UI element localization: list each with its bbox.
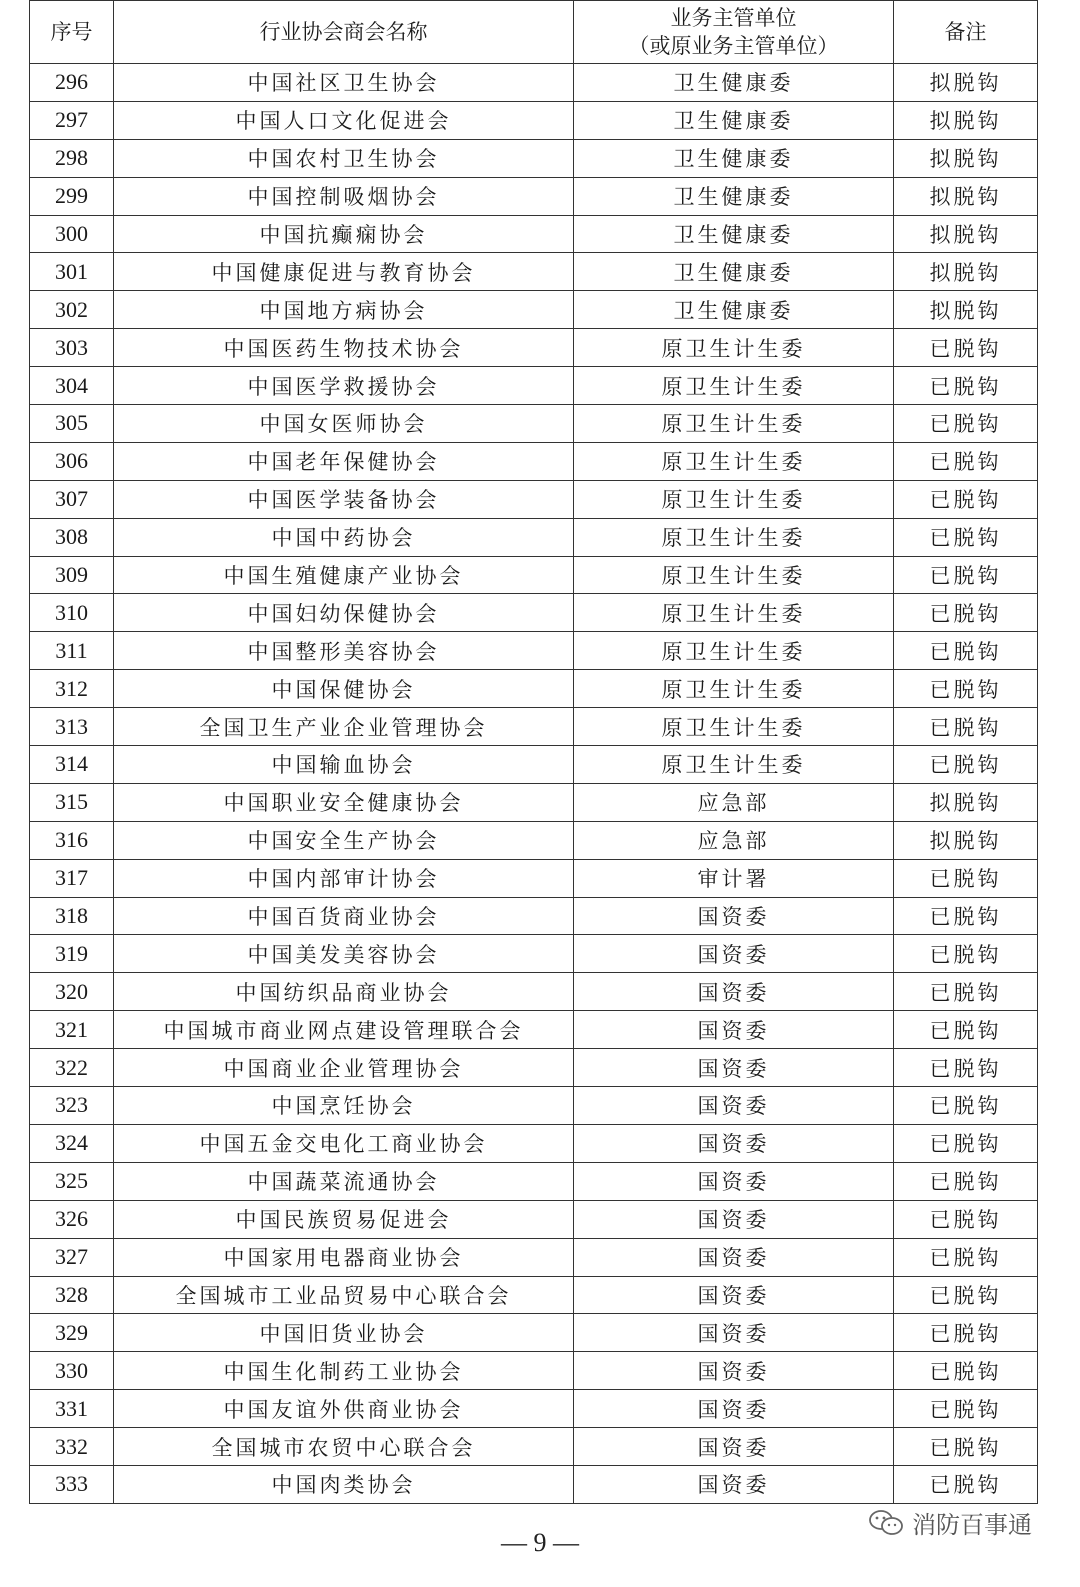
cell-note: 已脱钩 [894, 1465, 1038, 1503]
cell-note: 已脱钩 [894, 594, 1038, 632]
cell-dept: 国资委 [574, 1465, 894, 1503]
header-name: 行业协会商会名称 [114, 1, 574, 64]
association-table [29, 0, 1038, 1504]
cell-note: 已脱钩 [894, 708, 1038, 746]
cell-seq: 312 [30, 670, 114, 708]
cell-note: 已脱钩 [894, 518, 1038, 556]
table-row [30, 518, 1038, 556]
cell-dept: 原卫生计生委 [574, 480, 894, 518]
table-row [30, 859, 1038, 897]
table-row [30, 897, 1038, 935]
cell-name: 中国医学救援协会 [114, 367, 574, 405]
cell-name: 中国烹饪协会 [114, 1087, 574, 1125]
cell-seq: 326 [30, 1200, 114, 1238]
table-row [30, 367, 1038, 405]
cell-note: 已脱钩 [894, 632, 1038, 670]
cell-note: 拟脱钩 [894, 177, 1038, 215]
cell-seq: 299 [30, 177, 114, 215]
cell-dept: 国资委 [574, 973, 894, 1011]
table-body [30, 64, 1038, 1504]
cell-seq: 307 [30, 480, 114, 518]
cell-seq: 332 [30, 1428, 114, 1466]
cell-dept: 应急部 [574, 783, 894, 821]
header-row [30, 1, 1038, 64]
table-row [30, 1200, 1038, 1238]
cell-dept: 卫生健康委 [574, 64, 894, 102]
cell-name: 中国纺织品商业协会 [114, 973, 574, 1011]
cell-seq: 298 [30, 139, 114, 177]
cell-seq: 296 [30, 64, 114, 102]
cell-seq: 329 [30, 1314, 114, 1352]
cell-seq: 324 [30, 1124, 114, 1162]
cell-dept: 原卫生计生委 [574, 442, 894, 480]
cell-note: 已脱钩 [894, 859, 1038, 897]
cell-dept: 国资委 [574, 935, 894, 973]
cell-seq: 315 [30, 783, 114, 821]
cell-seq: 328 [30, 1276, 114, 1314]
cell-name: 中国蔬菜流通协会 [114, 1162, 574, 1200]
cell-dept: 审计署 [574, 859, 894, 897]
cell-seq: 316 [30, 821, 114, 859]
cell-dept: 原卫生计生委 [574, 708, 894, 746]
cell-seq: 317 [30, 859, 114, 897]
cell-note: 已脱钩 [894, 1428, 1038, 1466]
table-row [30, 708, 1038, 746]
cell-dept: 原卫生计生委 [574, 746, 894, 784]
cell-dept: 国资委 [574, 1124, 894, 1162]
table-row [30, 935, 1038, 973]
table-row [30, 746, 1038, 784]
header-note: 备注 [894, 1, 1038, 64]
cell-note: 已脱钩 [894, 442, 1038, 480]
cell-name: 中国人口文化促进会 [114, 101, 574, 139]
table-row [30, 1238, 1038, 1276]
cell-name: 中国地方病协会 [114, 291, 574, 329]
table-row [30, 405, 1038, 443]
cell-name: 中国肉类协会 [114, 1465, 574, 1503]
table-row [30, 442, 1038, 480]
header-seq: 序号 [30, 1, 114, 64]
cell-name: 中国医药生物技术协会 [114, 329, 574, 367]
cell-note: 拟脱钩 [894, 821, 1038, 859]
cell-note: 已脱钩 [894, 1390, 1038, 1428]
cell-seq: 303 [30, 329, 114, 367]
cell-note: 已脱钩 [894, 1011, 1038, 1049]
cell-dept: 卫生健康委 [574, 101, 894, 139]
cell-seq: 320 [30, 973, 114, 1011]
cell-dept: 卫生健康委 [574, 291, 894, 329]
table-row [30, 480, 1038, 518]
cell-note: 拟脱钩 [894, 215, 1038, 253]
cell-dept: 应急部 [574, 821, 894, 859]
cell-dept: 卫生健康委 [574, 215, 894, 253]
cell-seq: 327 [30, 1238, 114, 1276]
cell-note: 已脱钩 [894, 973, 1038, 1011]
table-row [30, 1162, 1038, 1200]
cell-dept: 国资委 [574, 1162, 894, 1200]
table-row [30, 594, 1038, 632]
table-row [30, 783, 1038, 821]
cell-note: 已脱钩 [894, 480, 1038, 518]
header-dept-line1: 业务主管单位 [670, 6, 797, 30]
cell-name: 中国保健协会 [114, 670, 574, 708]
cell-dept: 国资委 [574, 1238, 894, 1276]
cell-dept: 原卫生计生委 [574, 329, 894, 367]
table-row [30, 1276, 1038, 1314]
cell-dept: 原卫生计生委 [574, 670, 894, 708]
cell-seq: 302 [30, 291, 114, 329]
cell-note: 已脱钩 [894, 1124, 1038, 1162]
cell-note: 已脱钩 [894, 1352, 1038, 1390]
table-row [30, 253, 1038, 291]
cell-note: 已脱钩 [894, 1049, 1038, 1087]
cell-seq: 313 [30, 708, 114, 746]
cell-name: 中国整形美容协会 [114, 632, 574, 670]
cell-name: 全国城市工业品贸易中心联合会 [114, 1276, 574, 1314]
cell-name: 中国旧货业协会 [114, 1314, 574, 1352]
table-row [30, 1428, 1038, 1466]
cell-name: 中国生殖健康产业协会 [114, 556, 574, 594]
cell-name: 中国控制吸烟协会 [114, 177, 574, 215]
page-number: — 9 — [501, 1528, 579, 1557]
cell-name: 中国健康促进与教育协会 [114, 253, 574, 291]
table-row [30, 101, 1038, 139]
cell-dept: 原卫生计生委 [574, 632, 894, 670]
table-row [30, 1124, 1038, 1162]
cell-dept: 国资委 [574, 897, 894, 935]
cell-dept: 原卫生计生委 [574, 594, 894, 632]
cell-note: 已脱钩 [894, 1200, 1038, 1238]
cell-dept: 国资委 [574, 1428, 894, 1466]
cell-dept: 国资委 [574, 1049, 894, 1087]
cell-dept: 国资委 [574, 1200, 894, 1238]
cell-name: 中国安全生产协会 [114, 821, 574, 859]
cell-seq: 318 [30, 897, 114, 935]
cell-dept: 卫生健康委 [574, 253, 894, 291]
cell-dept: 原卫生计生委 [574, 518, 894, 556]
table-row [30, 291, 1038, 329]
cell-name: 中国女医师协会 [114, 405, 574, 443]
cell-note: 已脱钩 [894, 935, 1038, 973]
cell-note: 拟脱钩 [894, 64, 1038, 102]
cell-note: 已脱钩 [894, 1276, 1038, 1314]
cell-seq: 309 [30, 556, 114, 594]
table-row [30, 1049, 1038, 1087]
header-dept [574, 1, 894, 64]
cell-note: 已脱钩 [894, 367, 1038, 405]
cell-dept: 国资委 [574, 1390, 894, 1428]
table-row [30, 670, 1038, 708]
cell-note: 已脱钩 [894, 670, 1038, 708]
table-row [30, 1314, 1038, 1352]
cell-note: 已脱钩 [894, 1162, 1038, 1200]
cell-dept: 国资委 [574, 1352, 894, 1390]
cell-dept: 国资委 [574, 1011, 894, 1049]
table-row [30, 177, 1038, 215]
cell-note: 拟脱钩 [894, 101, 1038, 139]
table-row [30, 215, 1038, 253]
table-row [30, 1465, 1038, 1503]
table-row [30, 556, 1038, 594]
table-header [30, 1, 1038, 64]
table-row [30, 1087, 1038, 1125]
cell-note: 已脱钩 [894, 1087, 1038, 1125]
cell-name: 全国卫生产业企业管理协会 [114, 708, 574, 746]
cell-dept: 原卫生计生委 [574, 367, 894, 405]
table-row [30, 329, 1038, 367]
cell-name: 中国妇幼保健协会 [114, 594, 574, 632]
cell-dept: 国资委 [574, 1087, 894, 1125]
cell-name: 中国中药协会 [114, 518, 574, 556]
cell-name: 中国职业安全健康协会 [114, 783, 574, 821]
table-row [30, 64, 1038, 102]
cell-name: 中国美发美容协会 [114, 935, 574, 973]
association-table-wrapper [29, 0, 1037, 1504]
cell-dept: 原卫生计生委 [574, 556, 894, 594]
cell-name: 中国输血协会 [114, 746, 574, 784]
table-row [30, 1011, 1038, 1049]
cell-note: 已脱钩 [894, 556, 1038, 594]
table-row [30, 821, 1038, 859]
cell-seq: 297 [30, 101, 114, 139]
cell-name: 中国社区卫生协会 [114, 64, 574, 102]
watermark-text: 消防百事通 [912, 1511, 1032, 1539]
cell-seq: 311 [30, 632, 114, 670]
cell-name: 中国生化制药工业协会 [114, 1352, 574, 1390]
cell-name: 中国百货商业协会 [114, 897, 574, 935]
cell-seq: 301 [30, 253, 114, 291]
cell-name: 中国内部审计协会 [114, 859, 574, 897]
cell-name: 中国城市商业网点建设管理联合会 [114, 1011, 574, 1049]
table-row [30, 632, 1038, 670]
cell-name: 中国抗癫痫协会 [114, 215, 574, 253]
cell-name: 全国城市农贸中心联合会 [114, 1428, 574, 1466]
cell-note: 拟脱钩 [894, 253, 1038, 291]
table-row [30, 1390, 1038, 1428]
cell-note: 已脱钩 [894, 1314, 1038, 1352]
table-row [30, 1352, 1038, 1390]
cell-seq: 323 [30, 1087, 114, 1125]
cell-seq: 300 [30, 215, 114, 253]
cell-seq: 306 [30, 442, 114, 480]
cell-note: 已脱钩 [894, 1238, 1038, 1276]
cell-note: 拟脱钩 [894, 139, 1038, 177]
cell-name: 中国民族贸易促进会 [114, 1200, 574, 1238]
cell-seq: 310 [30, 594, 114, 632]
cell-seq: 322 [30, 1049, 114, 1087]
cell-note: 已脱钩 [894, 746, 1038, 784]
cell-dept: 原卫生计生委 [574, 405, 894, 443]
cell-name: 中国老年保健协会 [114, 442, 574, 480]
cell-dept: 国资委 [574, 1314, 894, 1352]
cell-note: 已脱钩 [894, 329, 1038, 367]
cell-name: 中国友谊外供商业协会 [114, 1390, 574, 1428]
cell-seq: 319 [30, 935, 114, 973]
cell-name: 中国商业企业管理协会 [114, 1049, 574, 1087]
cell-name: 中国家用电器商业协会 [114, 1238, 574, 1276]
cell-note: 已脱钩 [894, 897, 1038, 935]
cell-name: 中国医学装备协会 [114, 480, 574, 518]
cell-seq: 321 [30, 1011, 114, 1049]
table-row [30, 139, 1038, 177]
header-dept-line2: （或原业务主管单位） [628, 34, 839, 58]
table-row [30, 973, 1038, 1011]
cell-note: 已脱钩 [894, 405, 1038, 443]
cell-seq: 330 [30, 1352, 114, 1390]
cell-note: 拟脱钩 [894, 291, 1038, 329]
cell-name: 中国五金交电化工商业协会 [114, 1124, 574, 1162]
cell-name: 中国农村卫生协会 [114, 139, 574, 177]
cell-seq: 308 [30, 518, 114, 556]
cell-seq: 333 [30, 1465, 114, 1503]
cell-note: 拟脱钩 [894, 783, 1038, 821]
cell-dept: 卫生健康委 [574, 177, 894, 215]
cell-seq: 304 [30, 367, 114, 405]
cell-seq: 325 [30, 1162, 114, 1200]
cell-dept: 国资委 [574, 1276, 894, 1314]
cell-seq: 331 [30, 1390, 114, 1428]
cell-seq: 305 [30, 405, 114, 443]
cell-dept: 卫生健康委 [574, 139, 894, 177]
cell-seq: 314 [30, 746, 114, 784]
